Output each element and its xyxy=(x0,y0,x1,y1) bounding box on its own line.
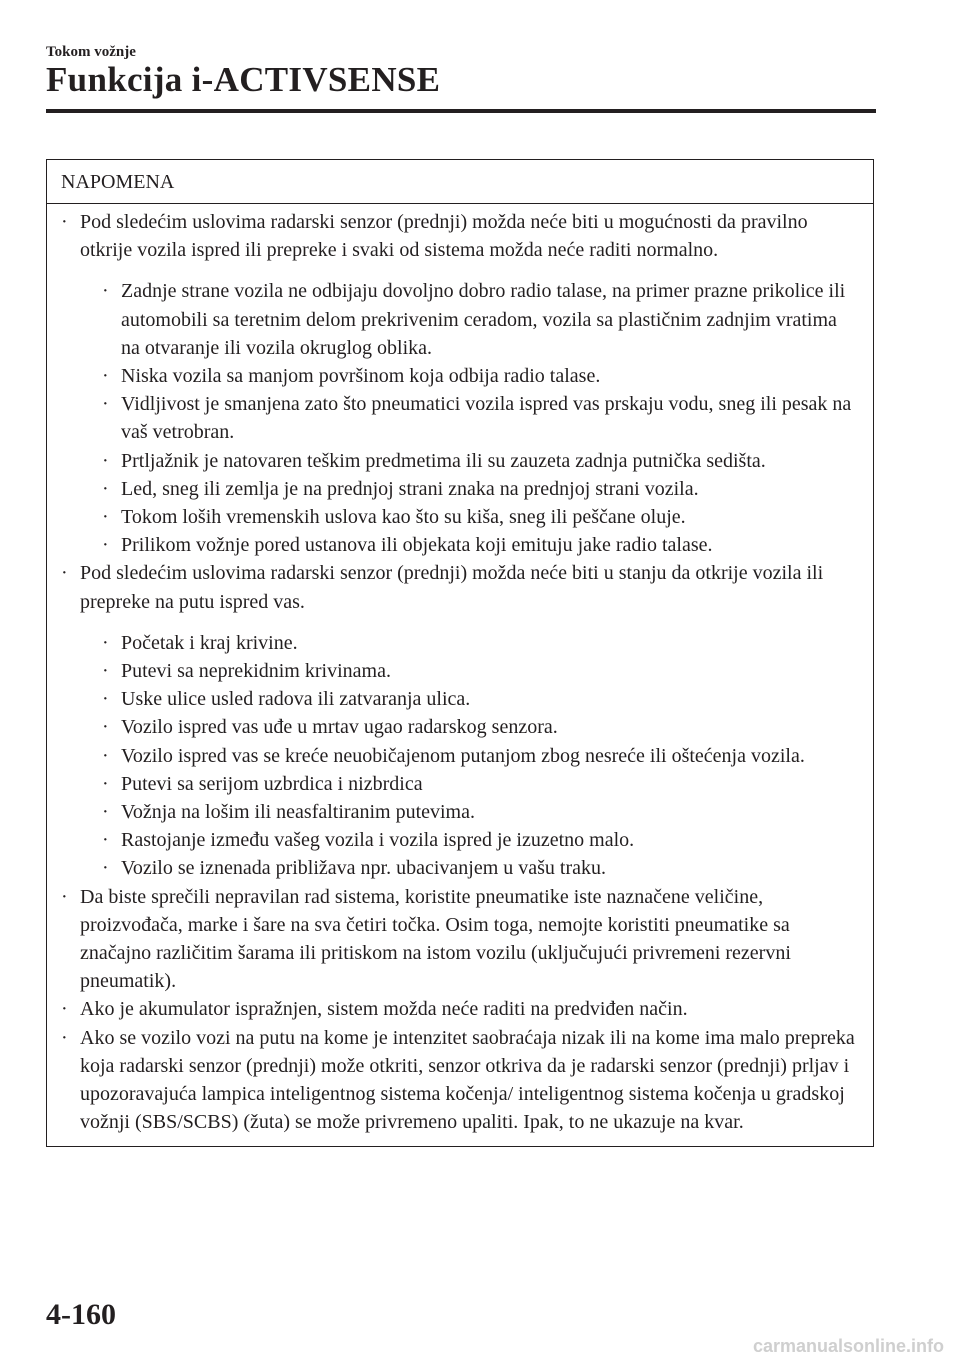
note-subitem: · Putevi sa neprekidnim krivinama. xyxy=(102,657,859,685)
note-subitem: · Početak i kraj krivine. xyxy=(102,629,859,657)
section-label: Tokom vožnje xyxy=(46,44,136,60)
page-number: 4-160 xyxy=(46,1298,116,1331)
note-subitem: · Vožnja na lošim ili neasfaltiranim putevima. xyxy=(102,798,859,826)
note-item-text: · Da biste sprečili nepravilan rad sistema, koristite pneumatike iste naznačene veličine, proizvođača, marke i šare na sva četiri točka. Osim toga, nemojte koristiti pneumatike sa značajno različitim šarama ili pritiskom na istom vozilu (uključujući privremeni rezervni pneumatik). xyxy=(80,885,791,993)
watermark: carmanualsonline.info xyxy=(752,1336,944,1356)
note-subitem: · Vozilo ispred vas uđe u mrtav ugao radarskog senzora. xyxy=(102,713,859,741)
note-subitem: · Vidljivost je smanjena zato što pneumatici vozila ispred vas prskaju vodu, sneg ili pesak na vaš vetrobran. xyxy=(102,390,859,446)
note-subitem: · Uske ulice usled radova ili zatvaranja ulica. xyxy=(102,685,859,713)
note-item-text: · Pod sledećim uslovima radarski senzor (prednji) možda neće biti u stanju da otkrije vozila ili prepreke na putu ispred vas. xyxy=(80,562,824,613)
note-body xyxy=(47,204,873,1137)
note-sublist xyxy=(80,277,859,559)
note-item xyxy=(61,883,859,996)
note-subitem: · Vozilo se iznenada približava npr. ubacivanjem u vašu traku. xyxy=(102,854,859,882)
note-subitem: · Zadnje strane vozila ne odbijaju dovoljno dobro radio talase, na primer prazne prikolice ili automobili sa teretnim delom prekrivenim ceradom, vozila sa plastičnim zadnjim vratima na otvaranje ili vozila okruglog oblika. xyxy=(102,277,859,362)
note-item xyxy=(61,995,859,1023)
title-rule xyxy=(46,109,876,113)
note-item-text: · Ako se vozilo vozi na putu na kome je intenzitet saobraćaja nizak ili na kome ima malo prepreka koja radarski senzor (prednji) može otkriti, senzor otkriva da je radarski senzor (prednji) prljav i upozoravajuća lampica inteligentnog sistema kočenja/ inteligentnog sistema kočenja u gradskoj vožnji (SBS/SCBS) (žuta) se može privremeno upaliti. Ipak, to ne ukazuje na kvar. xyxy=(80,1026,855,1134)
note-heading: NAPOMENA xyxy=(47,160,873,204)
note-subitem: · Tokom loših vremenskih uslova kao što su kiša, sneg ili peščane oluje. xyxy=(102,503,859,531)
note-item xyxy=(61,208,859,559)
note-subitem: · Putevi sa serijom uzbrdica i nizbrdica xyxy=(102,770,859,798)
page-title: Funkcija i-ACTIVSENSE xyxy=(46,60,441,99)
note-item-text: · Pod sledećim uslovima radarski senzor (prednji) možda neće biti u mogućnosti da pravilno otkrije vozila ispred ili prepreke i svaki od sistema možda neće raditi normalno. xyxy=(80,211,808,262)
note-subitem: · Vozilo ispred vas se kreće neuobičajenom putanjom zbog nesreće ili oštećenja vozila. xyxy=(102,742,859,770)
note-box xyxy=(46,159,874,1147)
note-item xyxy=(61,559,859,882)
note-sublist xyxy=(80,629,859,883)
note-item xyxy=(61,1024,859,1137)
note-subitem: · Niska vozila sa manjom površinom koja odbija radio talase. xyxy=(102,362,859,390)
note-item-text: · Ako je akumulator ispražnjen, sistem možda neće raditi na predviđen način. xyxy=(80,998,688,1021)
note-subitem: · Rastojanje između vašeg vozila i vozila ispred je izuzetno malo. xyxy=(102,826,859,854)
note-subitem: · Prilikom vožnje pored ustanova ili objekata koji emituju jake radio talase. xyxy=(102,531,859,559)
note-subitem: · Prtljažnik je natovaren teškim predmetima ili su zauzeta zadnja putnička sedišta. xyxy=(102,447,859,475)
note-subitem: · Led, sneg ili zemlja je na prednjoj strani znaka na prednjoj strani vozila. xyxy=(102,475,859,503)
